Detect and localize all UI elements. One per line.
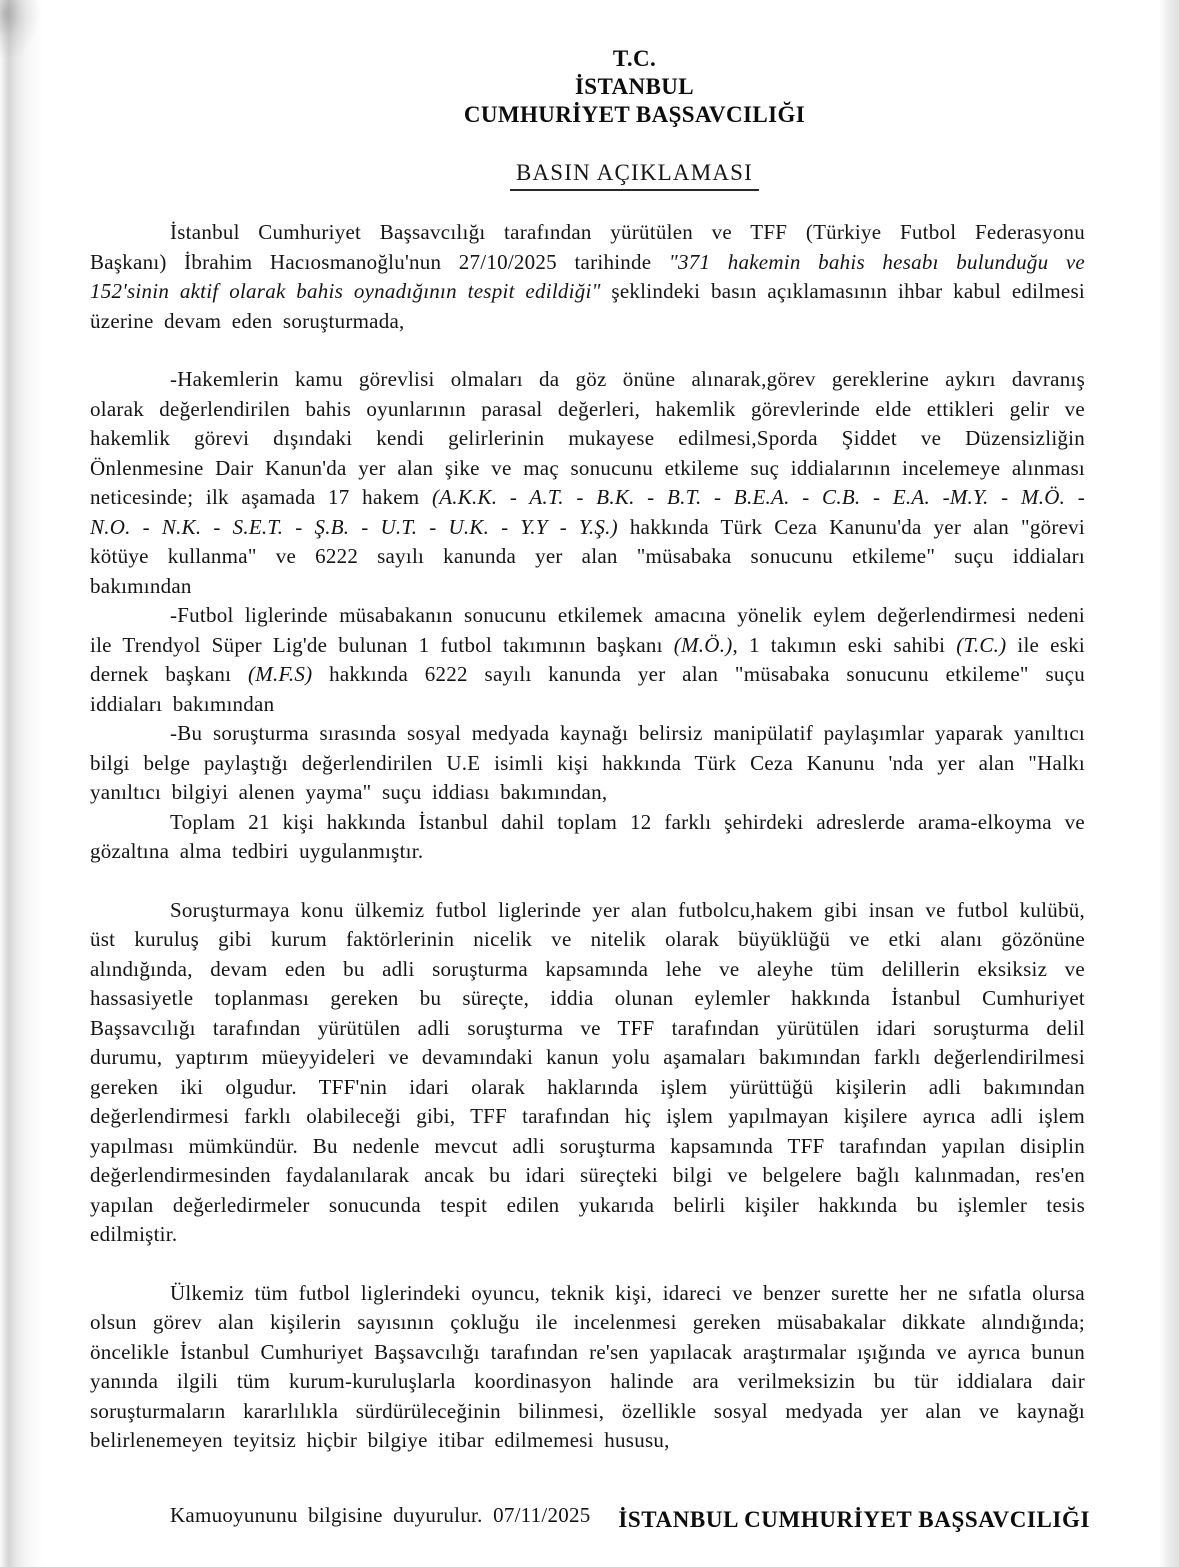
paragraph-intro xyxy=(90,218,1085,336)
paragraph-referees xyxy=(90,365,1085,601)
letterhead-line-office: CUMHURİYET BAŞSAVCILIĞI xyxy=(463,102,806,127)
text-run: Toplam 21 kişi hakkında İstanbul dahil toplam 12 farklı şehirdeki adreslerde arama-elkoyma ve gözaltına alma tedbiri uygulanmıştır. xyxy=(90,809,1085,863)
letterhead-line-tc: T.C. xyxy=(612,46,657,71)
text-run: Kamuoyununu bilgisine duyurulur. 07/11/2025 xyxy=(170,1502,591,1527)
paragraph-detentions xyxy=(90,808,1085,867)
text-run: hakkında 6222 sayılı kanunda yer alan "müsabaka sonucunu etkileme" suçu iddiaları bakımından xyxy=(90,662,1085,716)
document-subtitle-wrap xyxy=(0,160,1179,191)
text-run: İstanbul Cumhuriyet Başsavcılığı tarafından yürütülen ve TFF (Türkiye Futbol Federasyonu Başkanı) İbrahim Hacıosmanoğlu'nun 27/10/2025 tarihinde xyxy=(90,220,1085,274)
paragraph-social-media xyxy=(90,719,1085,808)
text-run: şeklindeki basın açıklamasının ihbar kabul edilmesi üzerine devam eden soruşturmada, xyxy=(90,279,1085,333)
text-run-italic-quote: "371 hakemin bahis hesabı bulunduğu ve 152'sinin aktif olarak bahis oynadığının tespit edildiği" xyxy=(90,249,1085,303)
paragraph-assessment xyxy=(90,896,1085,1250)
letterhead-line-city: İSTANBUL xyxy=(574,74,695,99)
text-run-italic-initials: (M.F.S) xyxy=(248,662,313,686)
paragraph-clubs xyxy=(90,601,1085,719)
letterhead xyxy=(0,0,1179,129)
text-run: hakkında Türk Ceza Kanunu'da yer alan "görevi kötüye kullanma" ve 6222 sayılı kanunda yer alan "müsabaka sonucunu etkileme" suçu iddiaları bakımından xyxy=(90,514,1085,598)
text-run: , 1 takımın eski sahibi xyxy=(732,632,957,657)
scan-edge-right xyxy=(1159,0,1179,1567)
document-subtitle: BASIN AÇIKLAMASI xyxy=(510,160,759,191)
text-run: ile eski dernek başkanı xyxy=(90,632,1085,686)
scan-edge-left xyxy=(0,0,44,1567)
text-run: -Bu soruşturma sırasında sosyal medyada kaynağı belirsiz manipülatif paylaşımlar yaparak yanıltıcı bilgi belge paylaştığı değerlendirilen U.E isimli kişi hakkında Türk Ceza Kanunu 'nda yer alan "Halkı yanıltıcı bilgiyi alenen yayma" suçu iddiası bakımından, xyxy=(90,721,1085,804)
text-run: -Hakemlerin kamu görevlisi olmaları da göz önüne alınarak,görev gereklerine aykırı davranış olarak değerlendirilen bahis oyunlarının parasal değerleri, hakemlik görevlerinde elde ettikleri gelir ve hakemlik görevi dışındaki kendi gelirlerinin mukayese edilmesi,Sporda Şiddet ve Düzensizliğin Önlenmesine Dair Kanun'da yer alan şike ve maç sonucunu etkileme suç iddialarının incelemeye alınması neticesinde; ilk aşamada 17 hakem xyxy=(90,367,1085,509)
text-run-italic-initials: (A.K.K. - A.T. - B.K. - B.T. - B.E.A. - C.B. - E.A. -M.Y. - M.Ö. - N.O. - N.K. - S.E.T. - Ş.B. - U.T. - U.K. - Y.Y - Y.Ş.) xyxy=(90,485,1085,539)
text-run: Ülkemiz tüm futbol liglerindeki oyuncu, teknik kişi, idareci ve benzer surette her ne sıfatla olursa olsun görev alan kişilerin sayısının çokluğu ile incelenmesi gereken müsabakalar dikkate alındığında; öncelikle İstanbul Cumhuriyet Başsavcılığı tarafından re'sen yapılacak araştırmalar ışığında ve ayrıca bunun yanında ilgili tüm kurum-kuruluşlarla koordinasyon halinde ara verilmeksizin bu tür iddialara dair soruşturmaların kararlılıkla sürdürüleceğinin bilinmesi, özellikle sosyal medyada yer alan ve kaynağı belirlenemeyen teyitsiz hiçbir bilgiye itibar edilmemesi hususu, xyxy=(90,1280,1085,1452)
text-run: Soruşturmaya konu ülkemiz futbol liglerinde yer alan futbolcu,hakem gibi insan ve futbol kulübü, üst kuruluş gibi kurum faktörlerinin nicelik ve nitelik olarak büyüklüğü ve etki alanı gözönüne alındığında, devam eden bu adli soruşturma kapsamında lehe ve aleyhe tüm delillerin eksiksiz ve hassasiyetle toplanması gereken bu süreçte, iddia olunan eylemler hakkında İstanbul Cumhuriyet Başsavcılığı tarafından yürütülen adli soruşturma ve TFF tarafından yürütülen idari soruşturma delil durumu, yaptırım müeyyideleri ve devamındaki kanun yolu aşamaları bakımından farklı değerlendirilmesi gereken iki olgudur. TFF'nin idari olarak haklarında işlem yürüttüğü kişilerin adli bakımından değerlendirmesi farklı olabileceği gibi, TFF tarafından hiç işlem yapılmayan kişilere ayrıca adli işlem yapılması mümkündür. Bu nedenle mevcut adli soruşturma kapsamında TFF tarafından yapılan disiplin değerlendirmesinden faydalanılarak ancak bu idari süreçteki bilgi ve belgelere bağlı kalınmadan, res'en yapılan değerledirmeler sonucunda tespit edilen yukarıda belirli kişiler hakkında bu işlemler tesis edilmiştir. xyxy=(90,897,1085,1246)
text-run-italic-initials: (M.Ö.) xyxy=(673,632,733,657)
text-run-italic-initials: (T.C.) xyxy=(956,632,1007,657)
text-run: -Futbol liglerinde müsabakanın sonucunu etkilemek amacına yönelik eylem değerlendirmesi nedeni ile Trendyol Süper Lig'de bulunan 1 futbol takımının başkanı xyxy=(90,603,1085,657)
document-body xyxy=(90,218,1085,1530)
signature-office: İSTANBUL CUMHURİYET BAŞSAVCILIĞI xyxy=(618,1507,1090,1532)
paragraph-continuation xyxy=(90,1279,1085,1456)
